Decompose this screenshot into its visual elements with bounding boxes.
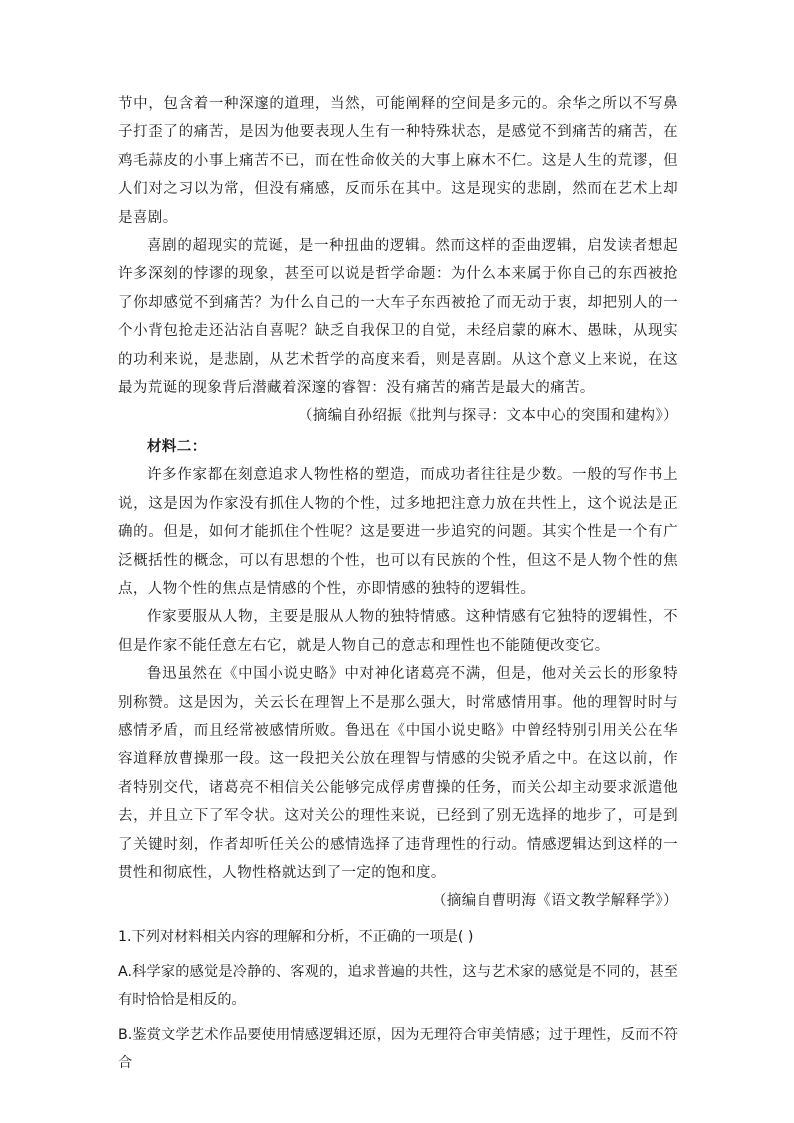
material-two-paragraph-2: 作家要服从人物，主要是服从人物的独特情感。这种情感有它独特的逻辑性，不但是作家不能任意左右它，就是人物自己的意志和理性也不能随便改变它。: [118, 609, 678, 654]
material-two: [118, 433, 678, 916]
material-one-source: （摘编自孙绍振《批判与探寻：文本中心的突围和建构》）: [297, 408, 678, 425]
question-one: [118, 924, 678, 1078]
question-one-option-b: B.鉴赏文学艺术作品要使用情感逻辑还原，因为无理符合审美情感；过于理性，反而不符合: [118, 1027, 678, 1071]
material-one-paragraph-1: 节中，包含着一种深邃的道理，当然，可能阐释的空间是多元的。余华之所以不写鼻子打歪了的痛苦，是因为他要表现人生有一种特殊状态，是感觉不到痛苦的痛苦，在鸡毛蒜皮的小事上痛苦不已，而在性命攸关的大事上麻木不仁。这是人生的荒谬，但人们对之习以为常，但没有痛感，反而乐在其中。这是现实的悲剧，然而在艺术上却是喜剧。: [118, 96, 678, 226]
material-one: [118, 90, 678, 431]
material-two-paragraph-1: 许多作家都在刻意追求人物性格的塑造，而成功者往往是少数。一般的写作书上说，这是因为作家没有抓住人物的个性，过多地把注意力放在共性上，这个说法是正确的。但是，如何才能抓住个性呢？这是要进一步追究的问题。其实个性是一个有广泛概括性的概念，可以有思想的个性，也可以有民族的个性，但这不是人物个性的焦点，人物个性的焦点是情感的个性，亦即情感的独特的逻辑性。: [118, 467, 678, 597]
material-two-heading: 材料二：: [147, 437, 207, 455]
material-two-paragraph-3: 鲁迅虽然在《中国小说史略》中对神化诸葛亮不满，但是，他对关云长的形象特别称赞。这是因为，关云长在理智上不是那么强大，时常感情用事。他的理智时时与感情矛盾，而且经常被感情所败。鲁迅在《中国小说史略》中曾经特别引用关公在华容道释放曹操那一段。这一段把关公放在理智与情感的尖锐矛盾之中。在这以前，作者特别交代，诸葛亮不相信关公能够完成俘虏曹操的任务，而关公却主动要求派遣他去，并且立下了军令状。这对关公的理性来说，已经到了别无选择的地步了，可是到了关键时刻，作者却听任关公的感情选择了违背理性的行动。情感逻辑达到这样的一贯性和彻底性，人物性格就达到了一定的饱和度。: [118, 666, 678, 881]
document-page: [118, 90, 678, 1077]
material-two-source: （摘编自曹明海《语文教学解释学》）: [431, 893, 678, 910]
question-one-option-a: A.科学家的感觉是冷静的、客观的，追求普遍的共性，这与艺术家的感觉是不同的，甚至有时恰恰是相反的。: [118, 964, 678, 1008]
question-one-stem: 1.下列对材料相关内容的理解和分析，不正确的一项是( ): [118, 928, 474, 945]
material-one-paragraph-2: 喜剧的超现实的荒诞，是一种扭曲的逻辑。然而这样的歪曲逻辑，启发读者想起许多深刻的悖谬的现象，甚至可以说是哲学命题：为什么本来属于你自己的东西被抢了你却感觉不到痛苦？为什么自己的一大车子东西被抢了而无动于衷，却把别人的一个小背包抢走还沾沾自喜呢？缺乏自我保卫的自觉，未经启蒙的麻木、愚昧，从现实的功利来说，是悲剧，从艺术哲学的高度来看，则是喜剧。从这个意义上来说，在这最为荒诞的现象背后潜藏着深邃的睿智：没有痛苦的痛苦是最大的痛苦。: [118, 238, 678, 397]
